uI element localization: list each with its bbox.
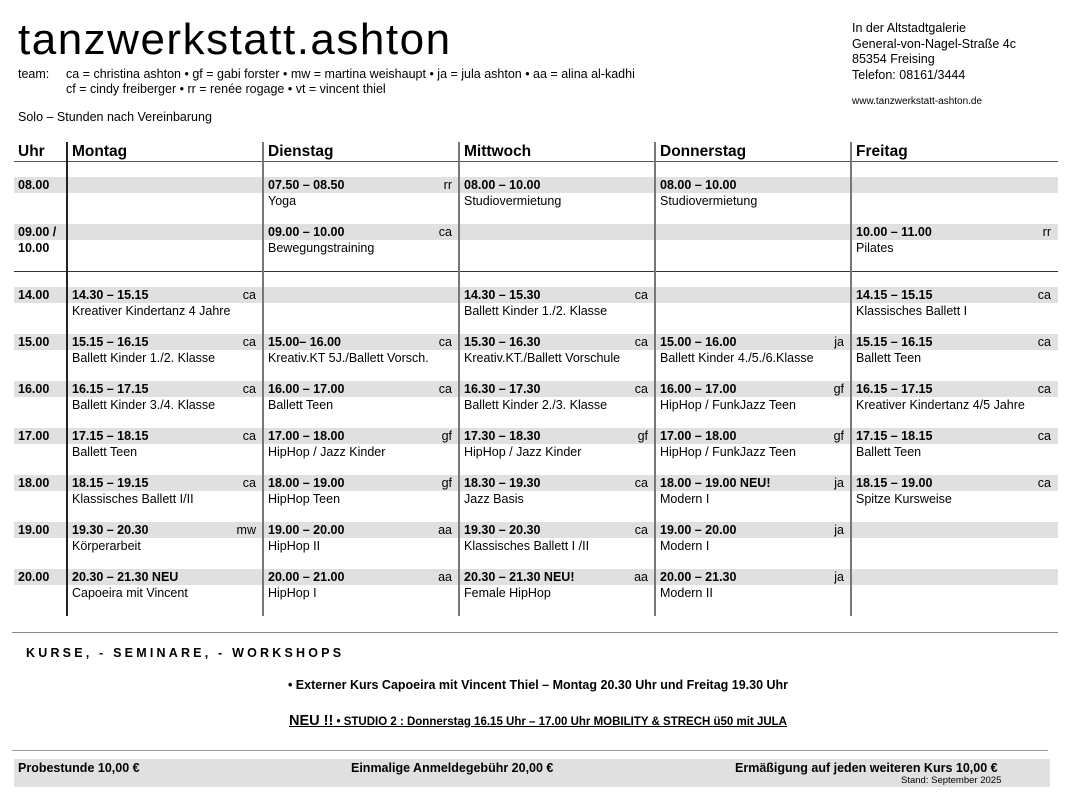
class-entry xyxy=(655,569,851,601)
class-entry xyxy=(67,522,263,554)
studio-logo: tanzwerkstatt.ashton xyxy=(18,15,452,64)
class-time: 18.00 – 19.00 xyxy=(268,476,345,490)
class-entry xyxy=(263,224,459,256)
class-name: Ballett Teen xyxy=(72,445,138,459)
last-updated: Stand: September 2025 xyxy=(901,775,1002,786)
class-time: 16.00 – 17.00 xyxy=(660,382,737,396)
class-name: Ballett Kinder 1./2. Klasse xyxy=(72,351,216,365)
class-name: Jazz Basis xyxy=(464,492,524,506)
column-divider xyxy=(262,142,264,616)
time-slot-label: 19.00 xyxy=(18,523,50,537)
class-time: 20.00 – 21.30 xyxy=(660,570,737,584)
class-entry xyxy=(263,475,459,507)
class-name: Bewegungstraining xyxy=(268,241,375,255)
class-time: 20.30 – 21.30 NEU xyxy=(72,570,179,584)
class-entry xyxy=(851,224,1058,256)
column-header-donnerstag: Donnerstag xyxy=(660,143,747,160)
class-name: HipHop / Jazz Kinder xyxy=(464,445,582,459)
class-time: 19.00 – 20.00 xyxy=(660,523,737,537)
instructor-code: ca xyxy=(1037,429,1051,443)
class-time: 14.15 – 15.15 xyxy=(856,288,933,302)
column-divider xyxy=(654,142,656,616)
new-label: NEU !! xyxy=(288,713,334,729)
class-name: HipHop I xyxy=(268,586,317,600)
class-entry xyxy=(851,381,1058,413)
team-members-2: cf = cindy freiberger • rr = renée rogage • vt = vincent thiel xyxy=(66,82,386,96)
class-entry xyxy=(851,475,1058,507)
class-entry xyxy=(459,287,655,319)
class-time: 20.30 – 21.30 NEU! xyxy=(464,570,575,584)
class-time: 09.00 – 10.00 xyxy=(268,225,345,239)
instructor-code: ca xyxy=(1037,288,1051,302)
class-time: 17.30 – 18.30 xyxy=(464,429,541,443)
instructor-code: ja xyxy=(834,476,844,490)
instructor-code: ca xyxy=(1037,476,1051,490)
column-header-uhr: Uhr xyxy=(18,143,45,160)
instructor-code: ca xyxy=(242,288,256,302)
class-name: Körperarbeit xyxy=(72,539,141,553)
class-entry xyxy=(655,177,851,209)
class-entry xyxy=(655,381,851,413)
instructor-code: ca xyxy=(438,382,452,396)
instructor-code: aa xyxy=(438,523,452,537)
instructor-code: ca xyxy=(438,335,452,349)
class-entry xyxy=(67,475,263,507)
phone-line: Telefon: 08161/3444 xyxy=(852,67,966,82)
time-slot-label: 09.00 / xyxy=(18,225,57,239)
instructor-code: mw xyxy=(236,523,256,537)
class-time: 18.15 – 19.00 xyxy=(856,476,933,490)
class-name: Studiovermietung xyxy=(464,194,562,208)
instructor-code: ca xyxy=(1037,382,1051,396)
class-entry xyxy=(459,177,655,209)
class-time: 16.15 – 17.15 xyxy=(856,382,933,396)
instructor-code: ja xyxy=(834,570,844,584)
column-header-montag: Montag xyxy=(72,143,128,160)
class-time: 07.50 – 08.50 xyxy=(268,178,345,192)
column-header-freitag: Freitag xyxy=(856,143,908,160)
class-entry xyxy=(459,569,655,601)
website-link[interactable]: www.tanzwerkstatt-ashton.de xyxy=(852,96,983,107)
instructor-code: ca xyxy=(634,288,648,302)
class-time: 15.15 – 16.15 xyxy=(856,335,933,349)
class-entry xyxy=(459,381,655,413)
class-entry xyxy=(263,569,459,601)
instructor-code: gf xyxy=(441,429,452,443)
class-name: Modern I xyxy=(660,539,710,553)
class-time: 15.00– 16.00 xyxy=(268,335,341,349)
class-entry xyxy=(263,522,459,554)
address-line: General-von-Nagel-Straße 4c xyxy=(852,36,1016,51)
time-slot-label: 08.00 xyxy=(18,178,50,192)
class-entry xyxy=(459,475,655,507)
class-name: Pilates xyxy=(856,241,894,255)
instructor-code: ca xyxy=(634,335,648,349)
class-time: 19.30 – 20.30 xyxy=(464,523,541,537)
address-line: 85354 Freising xyxy=(852,52,935,66)
class-time: 16.15 – 17.15 xyxy=(72,382,149,396)
class-entry xyxy=(67,428,263,460)
team-label: team: xyxy=(18,67,50,81)
class-time: 15.15 – 16.15 xyxy=(72,335,149,349)
class-entry xyxy=(851,428,1058,460)
column-header-dienstag: Dienstag xyxy=(268,143,334,160)
class-name: Kreativer Kindertanz 4/5 Jahre xyxy=(856,398,1025,412)
class-name: HipHop / FunkJazz Teen xyxy=(660,445,796,459)
class-entry xyxy=(67,334,263,366)
class-name: Female HipHop xyxy=(464,586,551,600)
class-name: Kreativ.KT./Ballett Vorschule xyxy=(464,351,621,365)
class-entry xyxy=(851,334,1058,366)
time-slot-label: 16.00 xyxy=(18,382,50,396)
instructor-code: ja xyxy=(834,523,844,537)
column-divider xyxy=(66,142,68,616)
class-entry xyxy=(263,381,459,413)
class-time: 16.30 – 17.30 xyxy=(464,382,541,396)
class-time: 08.00 – 10.00 xyxy=(464,178,541,192)
class-time: 18.00 – 19.00 NEU! xyxy=(660,476,771,490)
class-name: HipHop / Jazz Kinder xyxy=(268,445,386,459)
class-time: 18.15 – 19.15 xyxy=(72,476,149,490)
class-name: Ballett Teen xyxy=(268,398,334,412)
class-time: 15.30 – 16.30 xyxy=(464,335,541,349)
new-course-text: • STUDIO 2 : Donnerstag 16.15 Uhr – 17.00 Uhr MOBILITY & STRECH ü50 mit JULA xyxy=(333,716,787,728)
class-time: 18.30 – 19.30 xyxy=(464,476,541,490)
time-slot-label: 17.00 xyxy=(18,429,50,443)
class-entry xyxy=(459,428,655,460)
class-name: Ballett Teen xyxy=(856,351,922,365)
class-time: 08.00 – 10.00 xyxy=(660,178,737,192)
class-time: 14.30 – 15.15 xyxy=(72,288,149,302)
instructor-code: ca xyxy=(438,225,452,239)
time-slot-label: 15.00 xyxy=(18,335,50,349)
team-legend-line-1 xyxy=(18,67,635,81)
instructor-code: ja xyxy=(834,335,844,349)
class-name: Ballett Kinder 1./2. Klasse xyxy=(464,304,608,318)
time-slot-label: 18.00 xyxy=(18,476,50,490)
column-divider xyxy=(458,142,460,616)
solo-note: Solo – Stunden nach Vereinbarung xyxy=(18,110,212,124)
class-name: Modern I xyxy=(660,492,710,506)
instructor-code: ca xyxy=(634,382,648,396)
class-entry xyxy=(459,334,655,366)
class-name: Klassisches Ballett I/II xyxy=(72,492,194,506)
class-entry xyxy=(851,287,1058,319)
class-entry xyxy=(67,569,263,601)
class-time: 19.30 – 20.30 xyxy=(72,523,149,537)
class-entry xyxy=(263,428,459,460)
class-entry xyxy=(655,334,851,366)
class-name: Yoga xyxy=(268,194,297,208)
instructor-code: ca xyxy=(242,429,256,443)
class-name: Klassisches Ballett I xyxy=(856,304,968,318)
column-divider xyxy=(850,142,852,616)
class-entry xyxy=(459,522,655,554)
class-time: 17.15 – 18.15 xyxy=(72,429,149,443)
class-entry xyxy=(655,522,851,554)
new-course-note xyxy=(0,712,1076,731)
instructor-code: ca xyxy=(1037,335,1051,349)
morning-afternoon-divider xyxy=(14,271,1058,272)
instructor-code: gf xyxy=(637,429,648,443)
class-entry xyxy=(67,381,263,413)
class-name: Capoeira mit Vincent xyxy=(72,586,188,600)
instructor-code: ca xyxy=(242,382,256,396)
address-block xyxy=(852,21,1016,83)
discount-note: Ermäßigung auf jeden weiteren Kurs 10,00 € xyxy=(735,761,998,775)
class-name: Ballett Kinder 3./4. Klasse xyxy=(72,398,216,412)
class-name: Studiovermietung xyxy=(660,194,758,208)
instructor-code: rr xyxy=(443,178,452,192)
class-entry xyxy=(67,287,263,319)
class-name: Spitze Kursweise xyxy=(856,492,952,506)
class-name: Ballett Kinder 2./3. Klasse xyxy=(464,398,608,412)
team-members-1: ca = christina ashton • gf = gabi forster • mw = martina weishaupt • ja = jula ashton • aa = alina al-kadhi xyxy=(66,67,635,81)
class-time: 15.00 – 16.00 xyxy=(660,335,737,349)
class-name: Kreativ.KT 5J./Ballett Vorsch. xyxy=(268,351,429,365)
footer-divider xyxy=(12,750,1048,751)
time-slot-label: 20.00 xyxy=(18,570,50,584)
registration-fee: Einmalige Anmeldegebühr 20,00 € xyxy=(351,761,554,775)
class-name: Ballett Kinder 4./5./6.Klasse xyxy=(660,351,814,365)
instructor-code: gf xyxy=(833,382,844,396)
class-time: 19.00 – 20.00 xyxy=(268,523,345,537)
class-entry xyxy=(655,428,851,460)
instructor-code: gf xyxy=(833,429,844,443)
time-slot-label-cont: 10.00 xyxy=(18,241,50,255)
class-entry xyxy=(263,334,459,366)
time-slot-label: 14.00 xyxy=(18,288,50,302)
instructor-code: ca xyxy=(242,476,256,490)
class-name: HipHop Teen xyxy=(268,492,341,506)
class-time: 17.15 – 18.15 xyxy=(856,429,933,443)
trial-lesson-price: Probestunde 10,00 € xyxy=(18,761,140,775)
class-name: Ballett Teen xyxy=(856,445,922,459)
class-time: 20.00 – 21.00 xyxy=(268,570,345,584)
class-name: HipHop II xyxy=(268,539,321,553)
instructor-code: rr xyxy=(1042,225,1051,239)
section-title: KURSE, - SEMINARE, - WORKSHOPS xyxy=(26,646,345,660)
instructor-code: ca xyxy=(634,476,648,490)
class-entry xyxy=(263,177,459,209)
class-name: Kreativer Kindertanz 4 Jahre xyxy=(72,304,231,318)
class-name: Modern II xyxy=(660,586,713,600)
class-name: HipHop / FunkJazz Teen xyxy=(660,398,796,412)
class-time: 17.00 – 18.00 xyxy=(268,429,345,443)
instructor-code: ca xyxy=(242,335,256,349)
class-name: Klassisches Ballett I /II xyxy=(464,539,590,553)
class-time: 10.00 – 11.00 xyxy=(856,225,932,239)
section-divider xyxy=(12,632,1058,633)
instructor-code: ca xyxy=(634,523,648,537)
class-time: 14.30 – 15.30 xyxy=(464,288,541,302)
instructor-code: gf xyxy=(441,476,452,490)
column-header-mittwoch: Mittwoch xyxy=(464,143,532,160)
address-line: In der Altstadtgalerie xyxy=(852,21,966,35)
external-course-note: • Externer Kurs Capoeira mit Vincent Thiel – Montag 20.30 Uhr und Freitag 19.30 Uhr xyxy=(287,678,789,692)
class-time: 17.00 – 18.00 xyxy=(660,429,737,443)
instructor-code: aa xyxy=(634,570,648,584)
class-time: 16.00 – 17.00 xyxy=(268,382,345,396)
instructor-code: aa xyxy=(438,570,452,584)
class-entry xyxy=(655,475,851,507)
header-divider xyxy=(14,161,1058,162)
